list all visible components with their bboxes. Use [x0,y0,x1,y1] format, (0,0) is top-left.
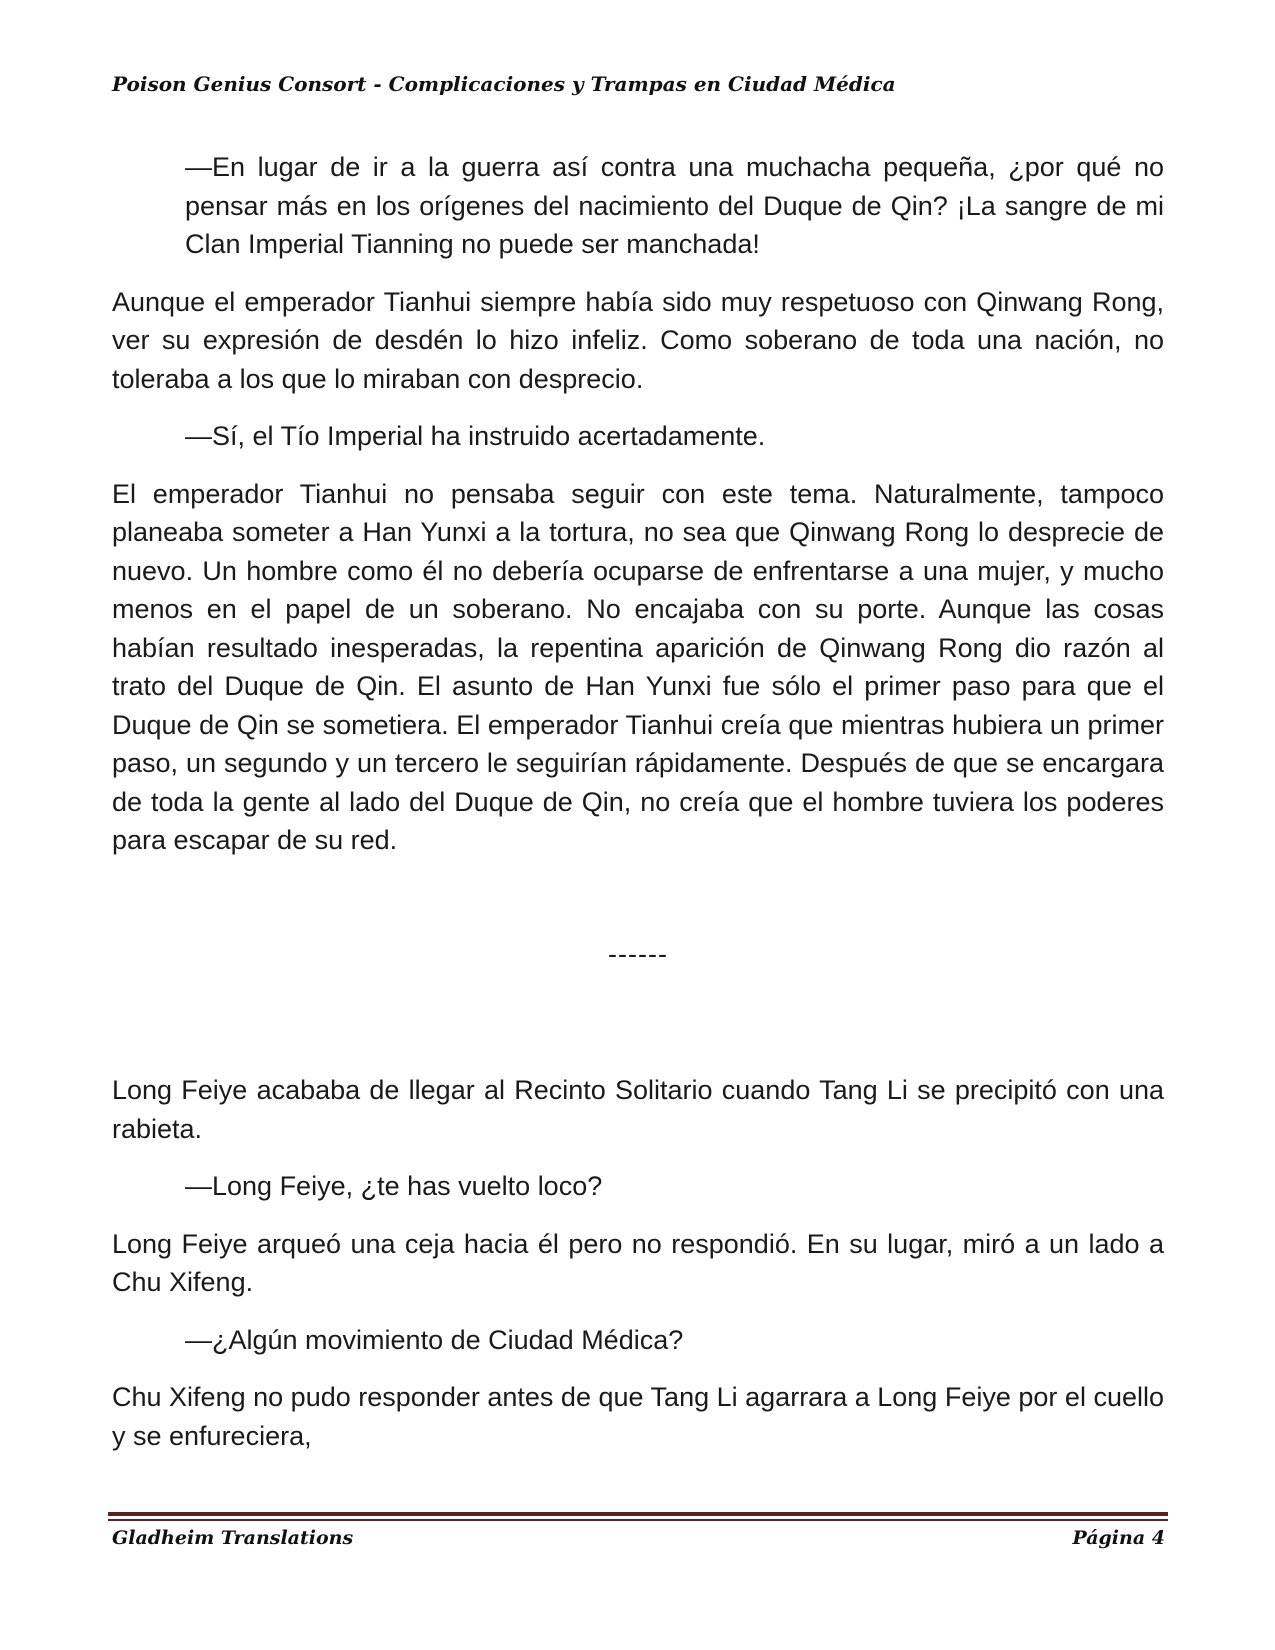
page-number: Página 4 [1072,1527,1165,1549]
footer-publisher: Gladheim Translations [112,1527,354,1549]
footer-divider-thick [108,1512,1168,1516]
document-body [112,148,1164,1474]
narration-paragraph: Chu Xifeng no pudo responder antes de que Tang Li agarrara a Long Feiye por el cuello y se enfureciera, [112,1382,1164,1451]
narration-paragraph: El emperador Tianhui no pensaba seguir con este tema. Naturalmente, tampoco planeaba someter a Han Yunxi a la tortura, no sea que Qinwang Rong lo desprecie de nuevo. Un hombre como él no debería ocuparse de enfrentarse a una mujer, y mucho menos en el papel de un soberano. No encajaba con su porte. Aunque las cosas habían resultado inesperadas, la repentina aparición de Qinwang Rong dio razón al trato del Duque de Qin. El asunto de Han Yunxi fue sólo el primer paso para que el Duque de Qin se sometiera. El emperador Tianhui creía que mientras hubiera un primer paso, un segundo y un tercero le seguirían rápidamente. Después de que se encargara de toda la gente al lado del Duque de Qin, no creía que el hombre tuviera los poderes para escapar de su red. [112,478,1164,855]
narration-paragraph: Long Feiye arqueó una ceja hacia él pero no respondió. En su lugar, miró a un lado a Chu Xifeng. [112,1228,1164,1297]
narration-paragraph: Aunque el emperador Tianhui siempre había sido muy respetuoso con Qinwang Rong, ver su expresión de desdén lo hizo infeliz. Como soberano de toda una nación, no toleraba a los que lo miraban con desprecio. [112,286,1164,394]
page-header-title: Poison Genius Consort - Complicaciones y Trampas en Ciudad Médica [112,72,896,96]
section-separator: ------ [608,938,668,969]
dialogue-paragraph: —En lugar de ir a la guerra así contra una muchacha pequeña, ¿por qué no pensar más en los orígenes del nacimiento del Duque de Qin? ¡La sangre de mi Clan Imperial Tianning no puede ser manchada! [185,152,1164,259]
narration-paragraph: Long Feiye acababa de llegar al Recinto Solitario cuando Tang Li se precipitó con una rabieta. [112,1075,1164,1144]
footer-divider-thin [108,1519,1168,1521]
dialogue-paragraph: —Sí, el Tío Imperial ha instruido acertadamente. [185,421,766,451]
dialogue-paragraph: —¿Algún movimiento de Ciudad Médica? [185,1324,684,1355]
dialogue-paragraph: —Long Feiye, ¿te has vuelto loco? [185,1171,603,1201]
